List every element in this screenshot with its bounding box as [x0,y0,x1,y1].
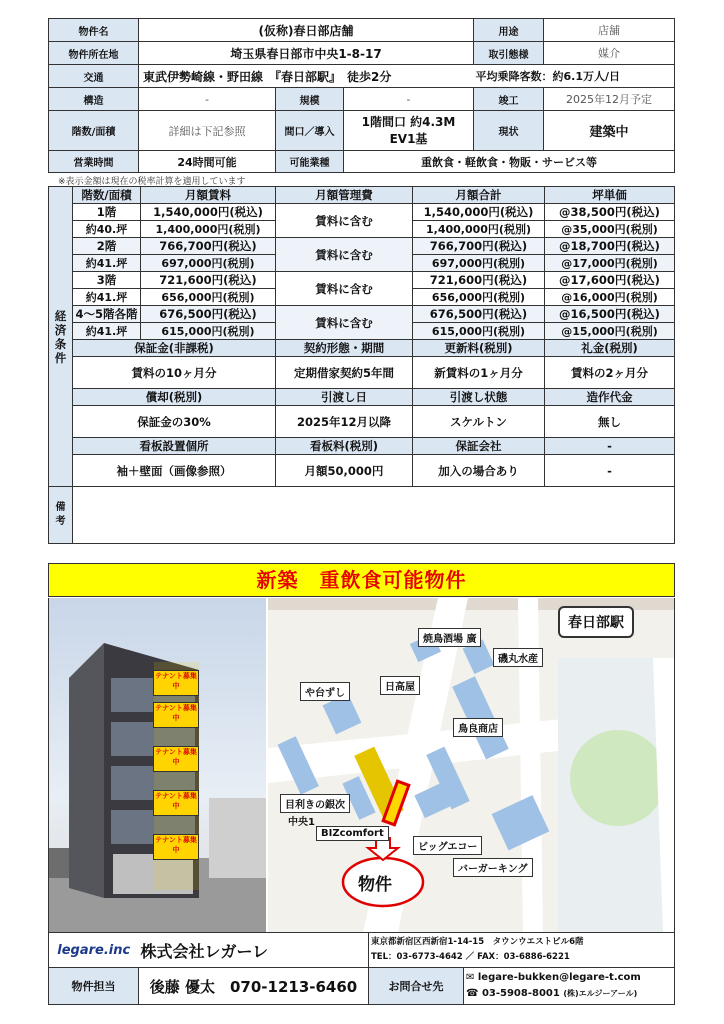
logo-cell [49,933,139,968]
cond-v-fixtures: 無し [545,406,675,438]
traffic-extra: 平均乗降客数：約6.1万人/日 [474,65,675,88]
cond-h-delivery: 引渡し日 [276,389,413,406]
rent-3-in: 721,600円(税込) [141,272,276,289]
map-label-bigecho: ビッグエコー [413,836,482,855]
floor-value: 詳細は下記参照 [139,111,276,151]
tsubo-2-ex: @17,000円(税別) [545,255,675,272]
total-3-in: 721,600円(税込) [413,272,545,289]
rent-header-total: 月額合計 [413,187,545,204]
label-name: 物件名 [49,19,139,42]
rent-table [48,186,675,487]
label-traffic: 交通 [49,65,139,88]
label-structure: 構造 [49,88,139,111]
company-name: 株式会社レガーレ [139,933,369,968]
map-label-burgerking: バーガーキング [453,858,533,877]
rent-1-in: 1,540,000円(税込) [141,204,276,221]
cond-v-state: スケルトン [413,406,545,438]
label-transaction: 取引態様 [474,42,544,65]
cond-v-signfee: 月額50,000円 [276,455,413,487]
floor-3: 3階 [73,272,141,289]
rent-1-ex: 1,400,000円(税別) [141,221,276,238]
label-address: 物件所在地 [49,42,139,65]
cond-h-sign: 看板設置個所 [73,438,276,455]
cond-h-renewal: 更新料(税別) [413,340,545,357]
total-1-in: 1,540,000円(税込) [413,204,545,221]
company-address: 東京都新宿区西新宿1-14-15 タウンウエストビル6階 [371,937,584,947]
cond-h-fixtures: 造作代金 [545,389,675,406]
cond-v-sign: 袖＋壁面（画像参照） [73,455,276,487]
map-roads [268,598,675,932]
map-label-hidakaya: 日高屋 [380,676,420,695]
property-name: (仮称)春日部店舗 [139,19,474,42]
hours-value: 24時間可能 [139,151,276,173]
info-table [48,18,675,65]
area-3: 約41.坪 [73,289,141,306]
label-business: 可能業種 [276,151,344,173]
remarks-body [73,487,675,544]
frontage-value [344,111,474,151]
rent-header-floor: 階数/面積 [73,187,141,204]
cond-h-amort: 償却(税別) [73,389,276,406]
rent-2-in: 766,700円(税込) [141,238,276,255]
cond-h-empty: - [545,438,675,455]
floor-2: 2階 [73,238,141,255]
cond-h-guarantor: 保証会社 [413,438,545,455]
email-line [466,970,672,986]
cond-v-guarantor: 加入の場合あり [413,455,545,487]
sign-3: テナント募集中 [153,746,199,772]
contact-label: お問合せ先 [369,968,464,1005]
tsubo-3-in: @17,600円(税込) [545,272,675,289]
cond-v-amort: 保証金の30% [73,406,276,438]
map-label-mekiki: 目利きの銀次 [280,794,350,813]
label-frontage: 間口／導入 [276,111,344,151]
cond-h-contract: 契約形態・期間 [276,340,413,357]
staff-value: 後藤 優太 070-1213-6460 [139,968,369,1005]
cond-h-state: 引渡し状態 [413,389,545,406]
cond-v-keymoney: 賃料の2ヶ月分 [545,357,675,389]
mgmt-3: 賃料に含む [276,272,413,306]
cond-v-empty: - [545,455,675,487]
sign-5: テナント募集中 [153,834,199,860]
company-logo: legare.inc [57,942,131,958]
total-4-ex: 615,000円(税別) [413,323,545,340]
area-2: 約41.坪 [73,255,141,272]
cond-v-delivery: 2025年12月以降 [276,406,413,438]
label-use: 用途 [474,19,544,42]
rent-2-ex: 697,000円(税別) [141,255,276,272]
total-2-ex: 697,000円(税別) [413,255,545,272]
company-tel-fax: TEL：03-6773-4642 ／ FAX：03-6886-6221 [371,952,570,962]
map-label-isomaru: 磯丸水産 [493,648,543,667]
cond-h-deposit: 保証金(非課税) [73,340,276,357]
map-label-toriyoshi: 鳥良商店 [453,718,503,737]
company-contact [369,933,675,968]
property-sheet [48,18,675,544]
map-label-yataizushi: や台ずし [300,682,350,701]
rent-header-rent: 月額賃料 [141,187,276,204]
label-hours: 営業時間 [49,151,139,173]
sign-2: テナント募集中 [153,702,199,728]
phone2-value: 03-5908-8001 [481,988,560,999]
building-photo [48,598,266,932]
structure-table [48,87,675,173]
email-value[interactable]: legare-bukken@legare-t.com [477,972,641,983]
rent-header-mgmt: 月額管理費 [276,187,413,204]
map-label-chuo1: 中央1 [288,817,315,828]
total-2-in: 766,700円(税込) [413,238,545,255]
area-1: 約40.坪 [73,221,141,238]
remarks-label: 備 考 [49,487,73,544]
tax-note: ※表示金額は現在の税率計算を適用しています [58,177,246,187]
map-label-bizcomfort: BIZcomfort [316,826,389,841]
traffic-value: 東武伊勢崎線・野田線 『春日部駅』 徒歩2分 [139,65,474,88]
floor-4: 4～5階各階 [73,306,141,323]
banner: 新築 重飲食可能物件 [48,563,675,597]
status-value: 建築中 [544,111,675,151]
mail-icon: ✉ [466,972,475,983]
cond-h-keymoney: 礼金(税別) [545,340,675,357]
business-value: 重飲食・軽飲食・物販・サービス等 [344,151,675,173]
mgmt-1: 賃料に含む [276,204,413,238]
contact-details [464,968,675,1005]
tsubo-4-in: @16,500円(税込) [545,306,675,323]
tsubo-4-ex: @15,000円(税別) [545,323,675,340]
floor-1: 1階 [73,204,141,221]
sign-1: テナント募集中 [153,670,199,696]
cond-h-signfee: 看板料(税別) [276,438,413,455]
rent-3-ex: 656,000円(税別) [141,289,276,306]
footer-table [48,932,675,1005]
rent-header-tsubo: 坪単価 [545,187,675,204]
tsubo-2-in: @18,700円(税込) [545,238,675,255]
label-status: 現状 [474,111,544,151]
total-4-in: 676,500円(税込) [413,306,545,323]
map-station-label: 春日部駅 [558,606,634,638]
traffic-table [48,64,675,88]
tsubo-3-ex: @16,000円(税別) [545,289,675,306]
economic-label: 経 済 条 件 [49,187,73,487]
transaction-value: 媒介 [544,42,675,65]
address-value: 埼玉県春日部市中央1-8-17 [139,42,474,65]
mgmt-4: 賃料に含む [276,306,413,340]
total-3-ex: 656,000円(税別) [413,289,545,306]
cond-v-contract: 定期借家契約5年間 [276,357,413,389]
remarks-table [48,486,675,544]
frontage-line1: 1階間口 約4.3M [361,114,456,129]
use-value: 店舗 [544,19,675,42]
area-map [268,598,675,932]
staff-label: 物件担当 [49,968,139,1005]
cond-v-renewal: 新賃料の1ヶ月分 [413,357,545,389]
tsubo-1-ex: @35,000円(税別) [545,221,675,238]
frontage-line2: EV1基 [389,131,428,146]
rent-4-ex: 615,000円(税別) [141,323,276,340]
label-floor: 階数/面積 [49,111,139,151]
tsubo-1-in: @38,500円(税込) [545,204,675,221]
map-label-yakitori: 焼鳥酒場 廣 [418,628,481,647]
mgmt-2: 賃料に含む [276,238,413,272]
phone-icon: ☎ [466,988,479,999]
scale-value: - [344,88,474,111]
completion-value: 2025年12月予定 [544,88,675,111]
footer [48,932,675,1004]
structure-value: - [139,88,276,111]
label-completion: 竣工 [474,88,544,111]
sign-4: テナント募集中 [153,790,199,816]
label-scale: 規模 [276,88,344,111]
area-4: 約41.坪 [73,323,141,340]
rent-4-in: 676,500円(税込) [141,306,276,323]
map-property-label: 物件 [358,875,392,895]
phone2-note: (株)エルジーアール) [563,989,638,998]
cond-v-deposit: 賃料の10ヶ月分 [73,357,276,389]
phone-line [466,986,672,1002]
total-1-ex: 1,400,000円(税別) [413,221,545,238]
